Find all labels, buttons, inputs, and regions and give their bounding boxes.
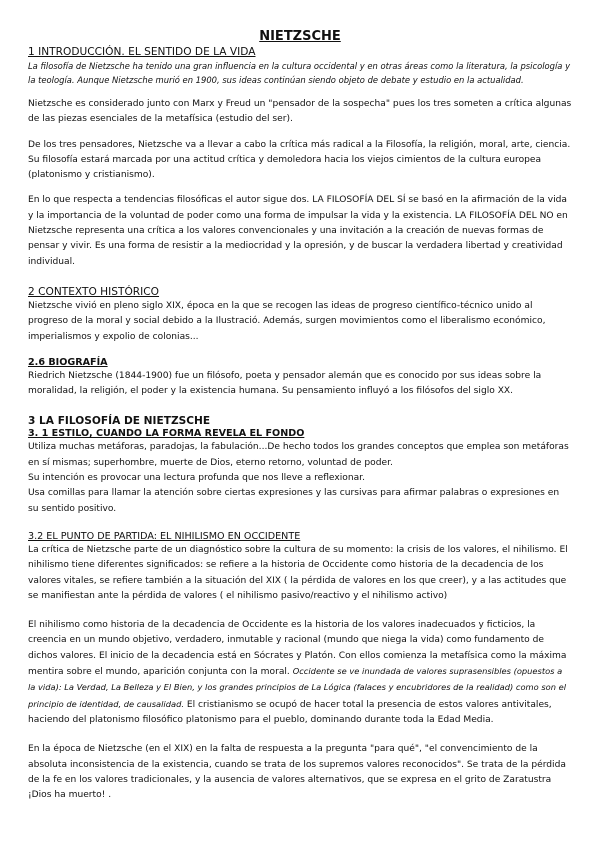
- nihilism-paragraph-2: [28, 618, 572, 728]
- nihilism-paragraph-3: En la época de Nietzsche (en el XIX) en la falta de respuesta a la pregunta "para qué", "el convencimiento de la absoluta inconsistencia de la existencia, cuando se trata de los supremos valores reconocidos". Se trata de la pérdida de la fe en los valores tradicionales, y la ausencia de valores alternativos, que se expresa en el grito de Zaratustra ¡Dios ha muerto! .: [28, 744, 566, 801]
- section-1-paragraph-2: De los tres pensadores, Nietzsche va a llevar a cabo la crítica más radical a la Filosofía, la religión, moral, arte, ciencia. Su filosofía estará marcada por una actitud crítica y demoledora hacia los viejos cimientos de la cultura europea (platonismo y cristianismo).: [28, 139, 571, 181]
- nihilism-subheading: 3.2 EL PUNTO DE PARTIDA: EL NIHILISMO EN OCCIDENTE: [28, 530, 301, 542]
- nihilism-paragraph-1: La crítica de Nietzsche parte de un diagnóstico sobre la cultura de su momento: la crisis de los valores, el nihilismo. El nihilismo tiene diferentes significados: se refiere a la historia de Occidente como historia de la decadencia de los valores vitales, se refiere también a la situación del XIX ( la pérdida de valores en los que creer), y a las actitudes que se manifiestan ante la pérdida de valores ( el nihilismo pasivo/reactivo y el nihilismo activo): [28, 544, 568, 601]
- biography-paragraph: Riedrich Nietzsche (1844-1900) fue un filósofo, poeta y pensador alemán que es conocido por sus ideas sobre la moralidad, la religión, el poder y la existencia humana. Su pensamiento influyó a los filósofos del siglo XX.: [28, 370, 542, 397]
- section-1-intro: La filosofía de Nietzsche ha tenido una gran influencia en la cultura occidental y en otras áreas como la literatura, la psicología y la teología. Aunque Nietzsche murió en 1900, sus ideas continúan siendo objeto de debate y estudio en la actualidad.: [28, 61, 571, 85]
- biography-heading: 2.6 BIOGRAFÍA: [28, 356, 108, 368]
- nihilism-paragraph-2-start: El nihilismo como historia de la decadencia de Occidente es la historia de los valores inadecuados y ficticios, la creencia en un mundo objetivo, verdadero, inmutable y racional (mundo que niega la vida) como fundamento de dichos valores. El inicio de la decadencia está en Sócrates y Platón. Con ellos comienza la metafísica como la máxima mentira sobre el mundo, aparición conjunta con la moral.: [28, 620, 567, 678]
- section-2-paragraph-1: Nietzsche vivió en pleno siglo XIX, época en la que se recogen las ideas de progreso científico-técnico unido al progreso de la moral y social debido a la Ilustració. Además, surgen movimientos como el liberalismo económico, imperialismos y expolio de colonias...: [28, 300, 546, 342]
- style-subheading: 3. 1 ESTILO, CUANDO LA FORMA REVELA EL FONDO: [28, 428, 305, 440]
- section-1-paragraph-1: Nietzsche es considerado junto con Marx y Freud un "pensador de la sospecha" pues los tres someten a crítica algunas de las piezas esenciales de la metafísica (estudio del ser).: [28, 99, 572, 125]
- section-3-heading: 3 LA FILOSOFÍA DE NIETZSCHE: [28, 415, 211, 428]
- style-paragraph-2: Su intención es provocar una lectura profunda que nos lleve a reflexionar.: [28, 473, 365, 484]
- section-1-heading: 1 INTRODUCCIÓN. EL SENTIDO DE LA VIDA: [28, 46, 256, 58]
- nihilism-paragraph-2-end: El cristianismo se ocupó de hacer total la presencia de estos valores antivitales, haciendo del platonismo filosófico platonismo para el pueblo, dominando durante toda la Edad Media.: [28, 699, 552, 725]
- document-title: NIETZSCHE: [259, 29, 341, 44]
- section-1-paragraph-3: En lo que respecta a tendencias filosóficas el autor sigue dos. LA FILOSOFÍA DEL SÍ se basó en la afirmación de la vida y la importancia de la voluntad de poder como una forma de impulsar la vida y la existencia. LA FILOSOFÍA DEL NO en Nietzsche representa una crítica a los valores convencionales y una invitación a la creación de nuevas formas de pensar y vivir. Es una forma de resistir a la mediocridad y la opresión, y de buscar la verdadera libertad y creatividad individual.: [28, 195, 568, 267]
- nihilism-paragraph-2-italic: Occidente se ve inundada de valores suprasensibles (opuestos a la vida): La Verdad, La Belleza y El Bien, y los grandes principios de La Lógica (falaces y encubridores de la realidad) como son el principio de identidad, de causalidad.: [28, 666, 567, 709]
- style-paragraph-1: Utiliza muchas metáforas, paradojas, la fabulación...De hecho todos los grandes conceptos que emplea son metáforas en sí mismas; superhombre, muerte de Dios, eterno retorno, voluntad de poder.: [28, 442, 569, 468]
- style-paragraph-3: Usa comillas para llamar la atención sobre ciertas expresiones y las cursivas para afirmar palabras o expresiones en su sentido positivo.: [28, 488, 560, 514]
- section-2-heading: 2 CONTEXTO HISTÓRICO: [28, 285, 160, 298]
